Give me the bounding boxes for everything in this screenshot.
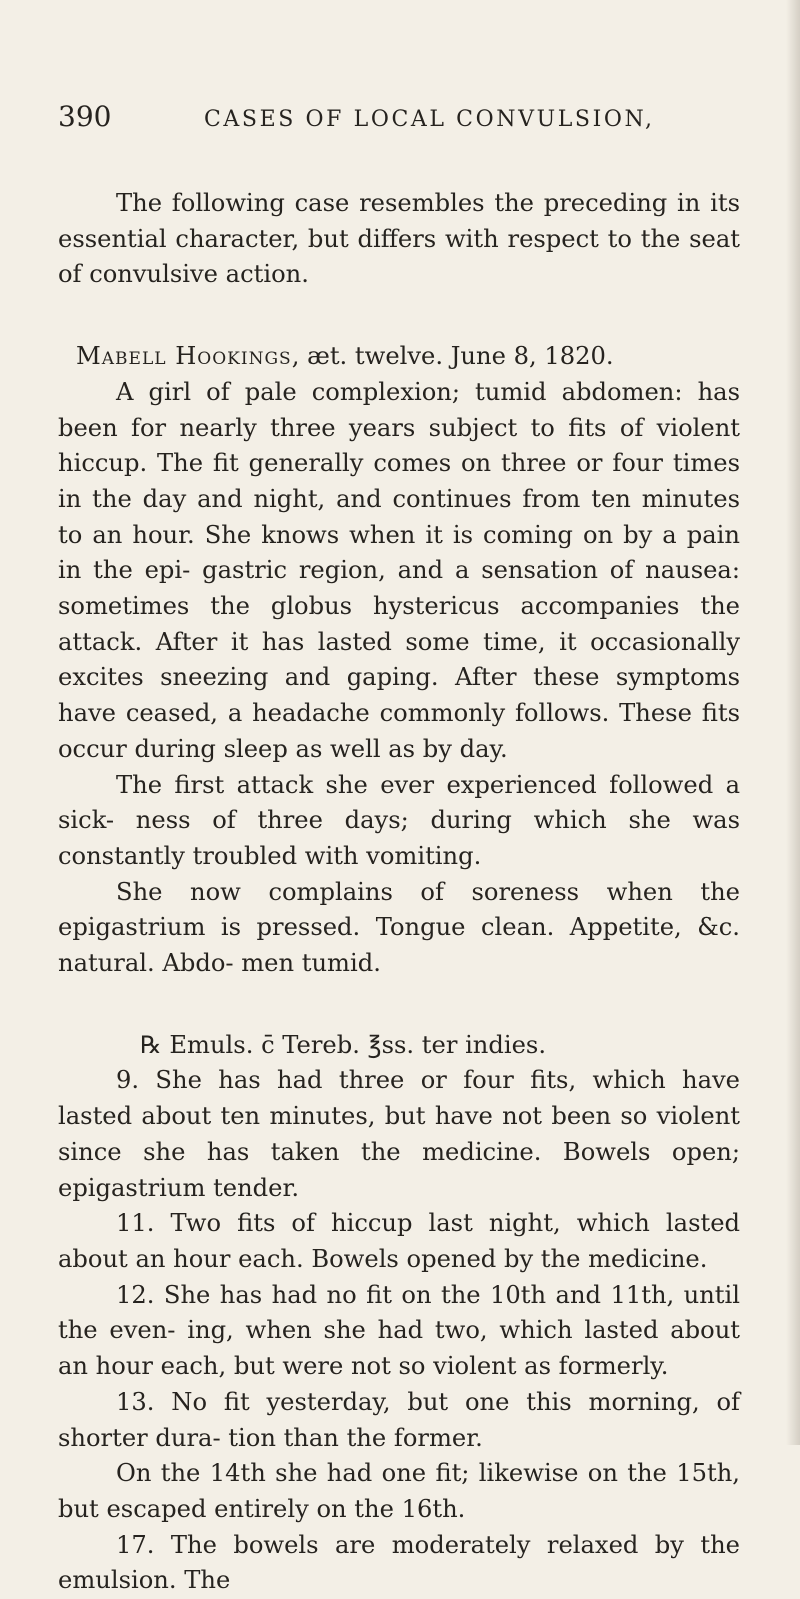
history-paragraph: A girl of pale complexion; tumid abdomen: has been for nearly three years subject to fits of violent hiccup. The fit generally comes on three or four times in the day and night, and continues from ten minutes to an hour. She knows when it is coming on by a pain in the epi- gastric region, and a sensation of nausea: sometimes the globus hystericus accompanies the attack. After it has lasted some time, it occasionally excites sneezing and gaping. After these symptoms have ceased, a headache commonly follows. These fits occur during sleep as well as by day. bbox=[58, 377, 740, 763]
prescription: ℞ Emuls. c̄ Tereb. ℥ss. ter indies. bbox=[140, 1030, 547, 1059]
page-header bbox=[58, 100, 738, 140]
page-edge-shadow bbox=[786, 0, 800, 1445]
entry-11: 11. Two fits of hiccup last night, which lasted about an hour each. Bowels opened by the medicine. bbox=[58, 1209, 740, 1273]
current-state-paragraph: She now complains of soreness when the epigastrium is pressed. Tongue clean. Appetite, &c. natural. Abdo- men tumid. bbox=[58, 877, 740, 978]
entry-12: 12. She has had no fit on the 10th and 11th, until the even- ing, when she had two, which lasted about an hour each, but were not so violent as formerly. bbox=[58, 1280, 740, 1381]
running-head: CASES OF LOCAL CONVULSION, bbox=[204, 107, 655, 132]
first-attack-paragraph: The first attack she ever experienced followed a sick- ness of three days; during which she was constantly troubled with vomiting. bbox=[58, 770, 740, 870]
patient-name: Mabell Hookings bbox=[76, 342, 292, 371]
entry-9: 9. She has had three or four fits, which have lasted about ten minutes, but have not been so violent since she has taken the medicine. Bowels open; epigastrium tender. bbox=[58, 1066, 740, 1202]
entry-13: 13. No fit yesterday, but one this morning, of shorter dura- tion than the former. bbox=[58, 1387, 740, 1452]
case-heading bbox=[58, 339, 740, 375]
page-number: 390 bbox=[58, 100, 112, 133]
intro-paragraph: The following case resembles the preceding in its essential character, but differs with respect to the seat of convulsive action. bbox=[58, 189, 740, 289]
page-body bbox=[58, 186, 740, 1599]
case-details: , æt. twelve. June 8, 1820. bbox=[291, 342, 614, 371]
entry-14-16: On the 14th she had one fit; likewise on the 15th, but escaped entirely on the 16th. bbox=[58, 1459, 740, 1523]
entry-17: 17. The bowels are moderately relaxed by the emulsion. The bbox=[58, 1530, 740, 1595]
